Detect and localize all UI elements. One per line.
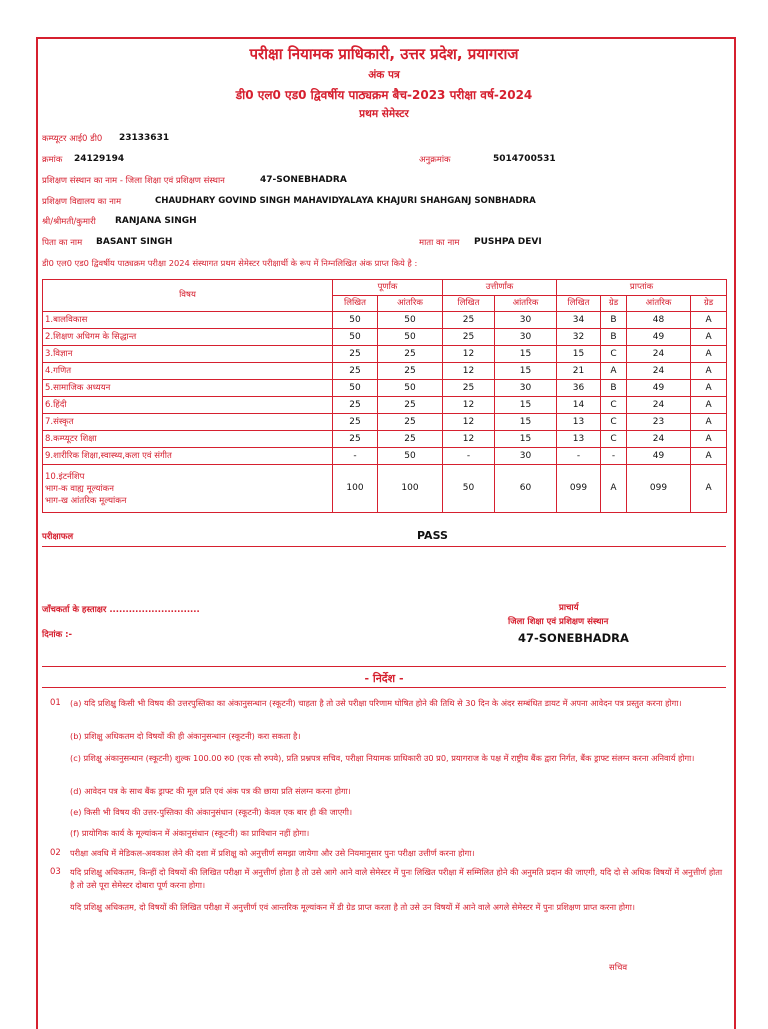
subject-cell: 8.कम्प्यूटर शिक्षा	[43, 431, 333, 448]
roll-value: 5014700531	[493, 154, 556, 164]
full-internal-cell: 25	[378, 414, 443, 431]
obtained-written-cell: 32	[557, 329, 601, 346]
full-internal-cell: 50	[378, 448, 443, 465]
written-grade-cell: B	[601, 380, 627, 397]
written-grade-cell: B	[601, 312, 627, 329]
instruction-1c: (c) प्रशिक्षु अंकानुसन्धान (स्कूटनी) शुल्क 100.00 रु0 (एक सौ रुपये), प्रति प्रश्नपत्र सचिव, परीक्षा नियामक प्राधिकारी उ0 प्र0, प्रयागराज के पक्ष में राष्ट्रीय बैंक द्वारा निर्गत, बैंक ड्राफ्ट संलग्न करना अनिवार्य होगा।	[70, 753, 695, 763]
pass-internal-cell: 30	[495, 329, 557, 346]
table-row	[43, 346, 727, 363]
institute-value: 47-SONEBHADRA	[260, 175, 347, 185]
table-row	[43, 329, 727, 346]
written-grade-cell: C	[601, 431, 627, 448]
divider	[42, 546, 726, 547]
instructions-title: - निर्देश -	[364, 672, 404, 685]
internal-grade-cell: A	[691, 448, 727, 465]
pass-written-cell: 12	[443, 397, 495, 414]
full-internal-cell: 50	[378, 380, 443, 397]
subject-cell: 6.हिंदी	[43, 397, 333, 414]
instruction-3: यदि प्रशिक्षु अधिकतम, किन्हीं दो विषयों की लिखित परीक्षा में अनुत्तीर्ण होता है तो उसे आगे आने वाले सेमेस्टर में पुनः लिखित परीक्षा में सम्मिलित होने की अनुमति प्रदान की जाएगी, यदि दो से अधिक विषयों में अनुत्तीर्ण होता है तो उसे पूरा सेमेस्टर दोबारा पूर्ण करना होगा।	[70, 867, 723, 890]
full-marks-header: पूर्णांक	[333, 280, 443, 296]
secretary-label: सचिव	[609, 963, 628, 973]
table-row	[43, 465, 727, 513]
pass-internal-cell: 15	[495, 414, 557, 431]
instruction-2: परीक्षा अवधि में मेडिकल-अवकाश लेने की दशा में प्रशिक्षु को अनुत्तीर्ण समझा जायेगा और उसे नियमानुसार पुनः परीक्षा उत्तीर्ण करना होगा।	[70, 848, 475, 858]
full-written-cell: 50	[333, 380, 378, 397]
instruction-1d: (d) आवेदन पत्र के साथ बैंक ड्राफ्ट की मूल प्रति एवं अंक पत्र की छाया प्रति संलग्न करना होगा।	[70, 786, 351, 796]
father-name-value: BASANT SINGH	[96, 237, 173, 247]
father-name-label: पिता का नाम	[42, 238, 83, 248]
pass-written-cell: 50	[443, 465, 495, 513]
pass-written-cell: 25	[443, 329, 495, 346]
written-grade-cell: A	[601, 465, 627, 513]
pass-internal-cell: 30	[495, 380, 557, 397]
obtained-written-cell: 21	[557, 363, 601, 380]
instruction-1f: (f) प्रायोगिक कार्य के मूल्यांकन में अंकानुसंधान (स्कूटनी) का प्राविधान नहीं होगा।	[70, 828, 310, 838]
result-value: PASS	[417, 529, 448, 542]
subject-line: 10.इंटर्नशिप	[45, 471, 85, 482]
marks-statement: डी0 एल0 एड0 द्विवर्षीय पाठ्यक्रम परीक्षा 2024 संस्थागत प्रथम सेमेस्टर परीक्षार्थी के रूप में निम्नलिखित अंक प्राप्त किये है :	[42, 258, 418, 268]
instruction-number: 01	[50, 698, 61, 708]
full-internal-cell: 25	[378, 346, 443, 363]
table-row	[43, 380, 727, 397]
pass-written-cell: 12	[443, 414, 495, 431]
obtained-internal-cell: 24	[627, 397, 691, 414]
written-grade-cell: A	[601, 363, 627, 380]
checker-signature: जाँचकर्ता के हस्ताक्षर ............................	[42, 605, 200, 615]
institute-label: प्रशिक्षण संस्थान का नाम - जिला शिक्षा एवं प्रशिक्षण संस्थान	[42, 176, 225, 186]
obtained-internal-cell: 24	[627, 431, 691, 448]
written-grade-cell: C	[601, 397, 627, 414]
pass-internal-cell: 15	[495, 363, 557, 380]
internal-grade-cell: A	[691, 363, 727, 380]
subject-cell: 9.शारीरिक शिक्षा,स्वास्थ्य,कला एवं संगीत	[43, 448, 333, 465]
divider	[42, 666, 726, 667]
grade-header: ग्रेड	[601, 296, 627, 312]
obtained-written-cell: 36	[557, 380, 601, 397]
internal-header: आंतरिक	[627, 296, 691, 312]
internal-grade-cell: A	[691, 380, 727, 397]
full-internal-cell: 25	[378, 363, 443, 380]
marksheet-title: अंक पत्र	[368, 69, 400, 81]
subject-cell: 1.बालविकास	[43, 312, 333, 329]
obtained-written-cell: 13	[557, 414, 601, 431]
obtained-internal-cell: 24	[627, 346, 691, 363]
computer-id-label: कम्प्यूटर आई0 डी0	[42, 134, 103, 144]
instruction-number: 03	[50, 867, 61, 877]
written-header: लिखित	[443, 296, 495, 312]
obtained-internal-cell: 49	[627, 329, 691, 346]
instruction-1a: (a) यदि प्रशिक्षु किसी भी विषय की उत्तरपुस्तिका का अंकानुसन्धान (स्कूटनी) चाहता है तो उसे परीक्षा परिणाम घोषित होने की तिथि से 30 दिन के अंदर सम्बंधित डायट में अपना आवेदन पत्र प्रस्तुत करना होगा।	[70, 698, 682, 708]
principal-institute: जिला शिक्षा एवं प्रशिक्षण संस्थान	[508, 617, 609, 627]
full-internal-cell: 100	[378, 465, 443, 513]
subject-line: भाग-ख आंतरिक मूल्यांकन	[45, 495, 127, 506]
pass-internal-cell: 15	[495, 397, 557, 414]
pass-written-cell: 25	[443, 380, 495, 397]
marks-table	[42, 279, 727, 513]
full-written-cell: 50	[333, 312, 378, 329]
obtained-internal-cell: 24	[627, 363, 691, 380]
college-label: प्रशिक्षण विद्यालय का नाम	[42, 197, 122, 207]
subject-header: विषय	[43, 280, 333, 312]
obtained-written-cell: 14	[557, 397, 601, 414]
pass-internal-cell: 15	[495, 431, 557, 448]
roll-label: अनुक्रमांक	[419, 155, 451, 165]
obtained-written-cell: 15	[557, 346, 601, 363]
internal-grade-cell: A	[691, 312, 727, 329]
obtained-internal-cell: 49	[627, 448, 691, 465]
course-title: डी0 एल0 एड0 द्विवर्षीय पाठ्यक्रम बैच-2023 परीक्षा वर्ष-2024	[235, 88, 533, 102]
table-row	[43, 414, 727, 431]
written-grade-cell: C	[601, 414, 627, 431]
date-label: दिनांक :-	[42, 630, 73, 640]
instruction-3b: यदि प्रशिक्षु अधिकतम, दो विषयों की लिखित परीक्षा में अनुत्तीर्ण एवं आन्तरिक मूल्यांकन में डी ग्रेड प्राप्त करता है तो उसे उन विषयों में आने वाले अगले सेमेस्टर में पुनः प्रशिक्षण प्राप्त करना होगा।	[70, 902, 635, 912]
obtained-internal-cell: 48	[627, 312, 691, 329]
mother-name-value: PUSHPA DEVI	[474, 237, 542, 247]
table-row	[43, 312, 727, 329]
full-written-cell: 25	[333, 363, 378, 380]
internal-grade-cell: A	[691, 465, 727, 513]
subject-cell: 2.शिक्षण अधिगम के सिद्धान्त	[43, 329, 333, 346]
full-written-cell: 50	[333, 329, 378, 346]
obtained-written-cell: 13	[557, 431, 601, 448]
obtained-internal-cell: 099	[627, 465, 691, 513]
full-written-cell: 100	[333, 465, 378, 513]
subject-cell: 3.विज्ञान	[43, 346, 333, 363]
college-value: CHAUDHARY GOVIND SINGH MAHAVIDYALAYA KHAJURI SHAHGANJ SONBHADRA	[155, 196, 536, 206]
full-internal-cell: 25	[378, 431, 443, 448]
pass-written-cell: -	[443, 448, 495, 465]
subject-cell: 7.संस्कृत	[43, 414, 333, 431]
divider	[42, 687, 726, 688]
obtained-internal-cell: 49	[627, 380, 691, 397]
full-written-cell: 25	[333, 346, 378, 363]
serial-label: क्रमांक	[42, 155, 63, 165]
table-row	[43, 448, 727, 465]
subject-cell: 5.सामाजिक अध्ययन	[43, 380, 333, 397]
internal-grade-cell: A	[691, 431, 727, 448]
principal-district: 47-SONEBHADRA	[518, 631, 629, 645]
written-grade-cell: -	[601, 448, 627, 465]
pass-marks-header: उत्तीर्णांक	[443, 280, 557, 296]
internal-grade-cell: A	[691, 414, 727, 431]
pass-written-cell: 12	[443, 431, 495, 448]
pass-written-cell: 12	[443, 363, 495, 380]
instruction-1e: (e) किसी भी विषय की उत्तर-पुस्तिका की अंकानुसंधान (स्कूटनी) केवल एक बार ही की जाएगी।	[70, 807, 353, 817]
pass-internal-cell: 15	[495, 346, 557, 363]
instruction-number: 02	[50, 848, 61, 858]
internal-grade-cell: A	[691, 329, 727, 346]
full-internal-cell: 50	[378, 329, 443, 346]
pass-internal-cell: 30	[495, 448, 557, 465]
grade-header: ग्रेड	[691, 296, 727, 312]
internal-grade-cell: A	[691, 346, 727, 363]
full-written-cell: -	[333, 448, 378, 465]
written-header: लिखित	[557, 296, 601, 312]
subject-line: भाग-क वाह्य मूल्यांकन	[45, 483, 114, 494]
written-grade-cell: B	[601, 329, 627, 346]
instruction-1b: (b) प्रशिक्षु अधिकतम दो विषयों की ही अंकानुसन्धान (स्कूटनी) करा सकता है।	[70, 731, 301, 741]
internal-grade-cell: A	[691, 397, 727, 414]
candidate-name-label: श्री/श्रीमती/कुमारी	[42, 217, 96, 227]
full-written-cell: 25	[333, 414, 378, 431]
result-label: परीक्षाफल	[42, 532, 74, 542]
obtained-marks-header: प्राप्तांक	[557, 280, 727, 296]
principal-label: प्राचार्य	[559, 603, 579, 613]
computer-id-value: 23133631	[119, 133, 170, 143]
obtained-written-cell: 34	[557, 312, 601, 329]
subject-cell: 4.गणित	[43, 363, 333, 380]
internal-header: आंतरिक	[495, 296, 557, 312]
full-written-cell: 25	[333, 397, 378, 414]
table-row	[43, 431, 727, 448]
written-header: लिखित	[333, 296, 378, 312]
full-written-cell: 25	[333, 431, 378, 448]
serial-value: 24129194	[74, 154, 125, 164]
full-internal-cell: 50	[378, 312, 443, 329]
authority-title: परीक्षा नियामक प्राधिकारी, उत्तर प्रदेश, प्रयागराज	[249, 45, 519, 63]
obtained-written-cell: -	[557, 448, 601, 465]
pass-written-cell: 12	[443, 346, 495, 363]
pass-internal-cell: 60	[495, 465, 557, 513]
full-internal-cell: 25	[378, 397, 443, 414]
pass-internal-cell: 30	[495, 312, 557, 329]
obtained-internal-cell: 23	[627, 414, 691, 431]
table-row	[43, 363, 727, 380]
candidate-name-value: RANJANA SINGH	[115, 216, 197, 226]
semester-title: प्रथम सेमेस्टर	[359, 108, 409, 120]
written-grade-cell: C	[601, 346, 627, 363]
table-row	[43, 397, 727, 414]
pass-written-cell: 25	[443, 312, 495, 329]
subject-cell	[43, 465, 333, 513]
mother-name-label: माता का नाम	[419, 238, 460, 248]
internal-header: आंतरिक	[378, 296, 443, 312]
obtained-written-cell: 099	[557, 465, 601, 513]
